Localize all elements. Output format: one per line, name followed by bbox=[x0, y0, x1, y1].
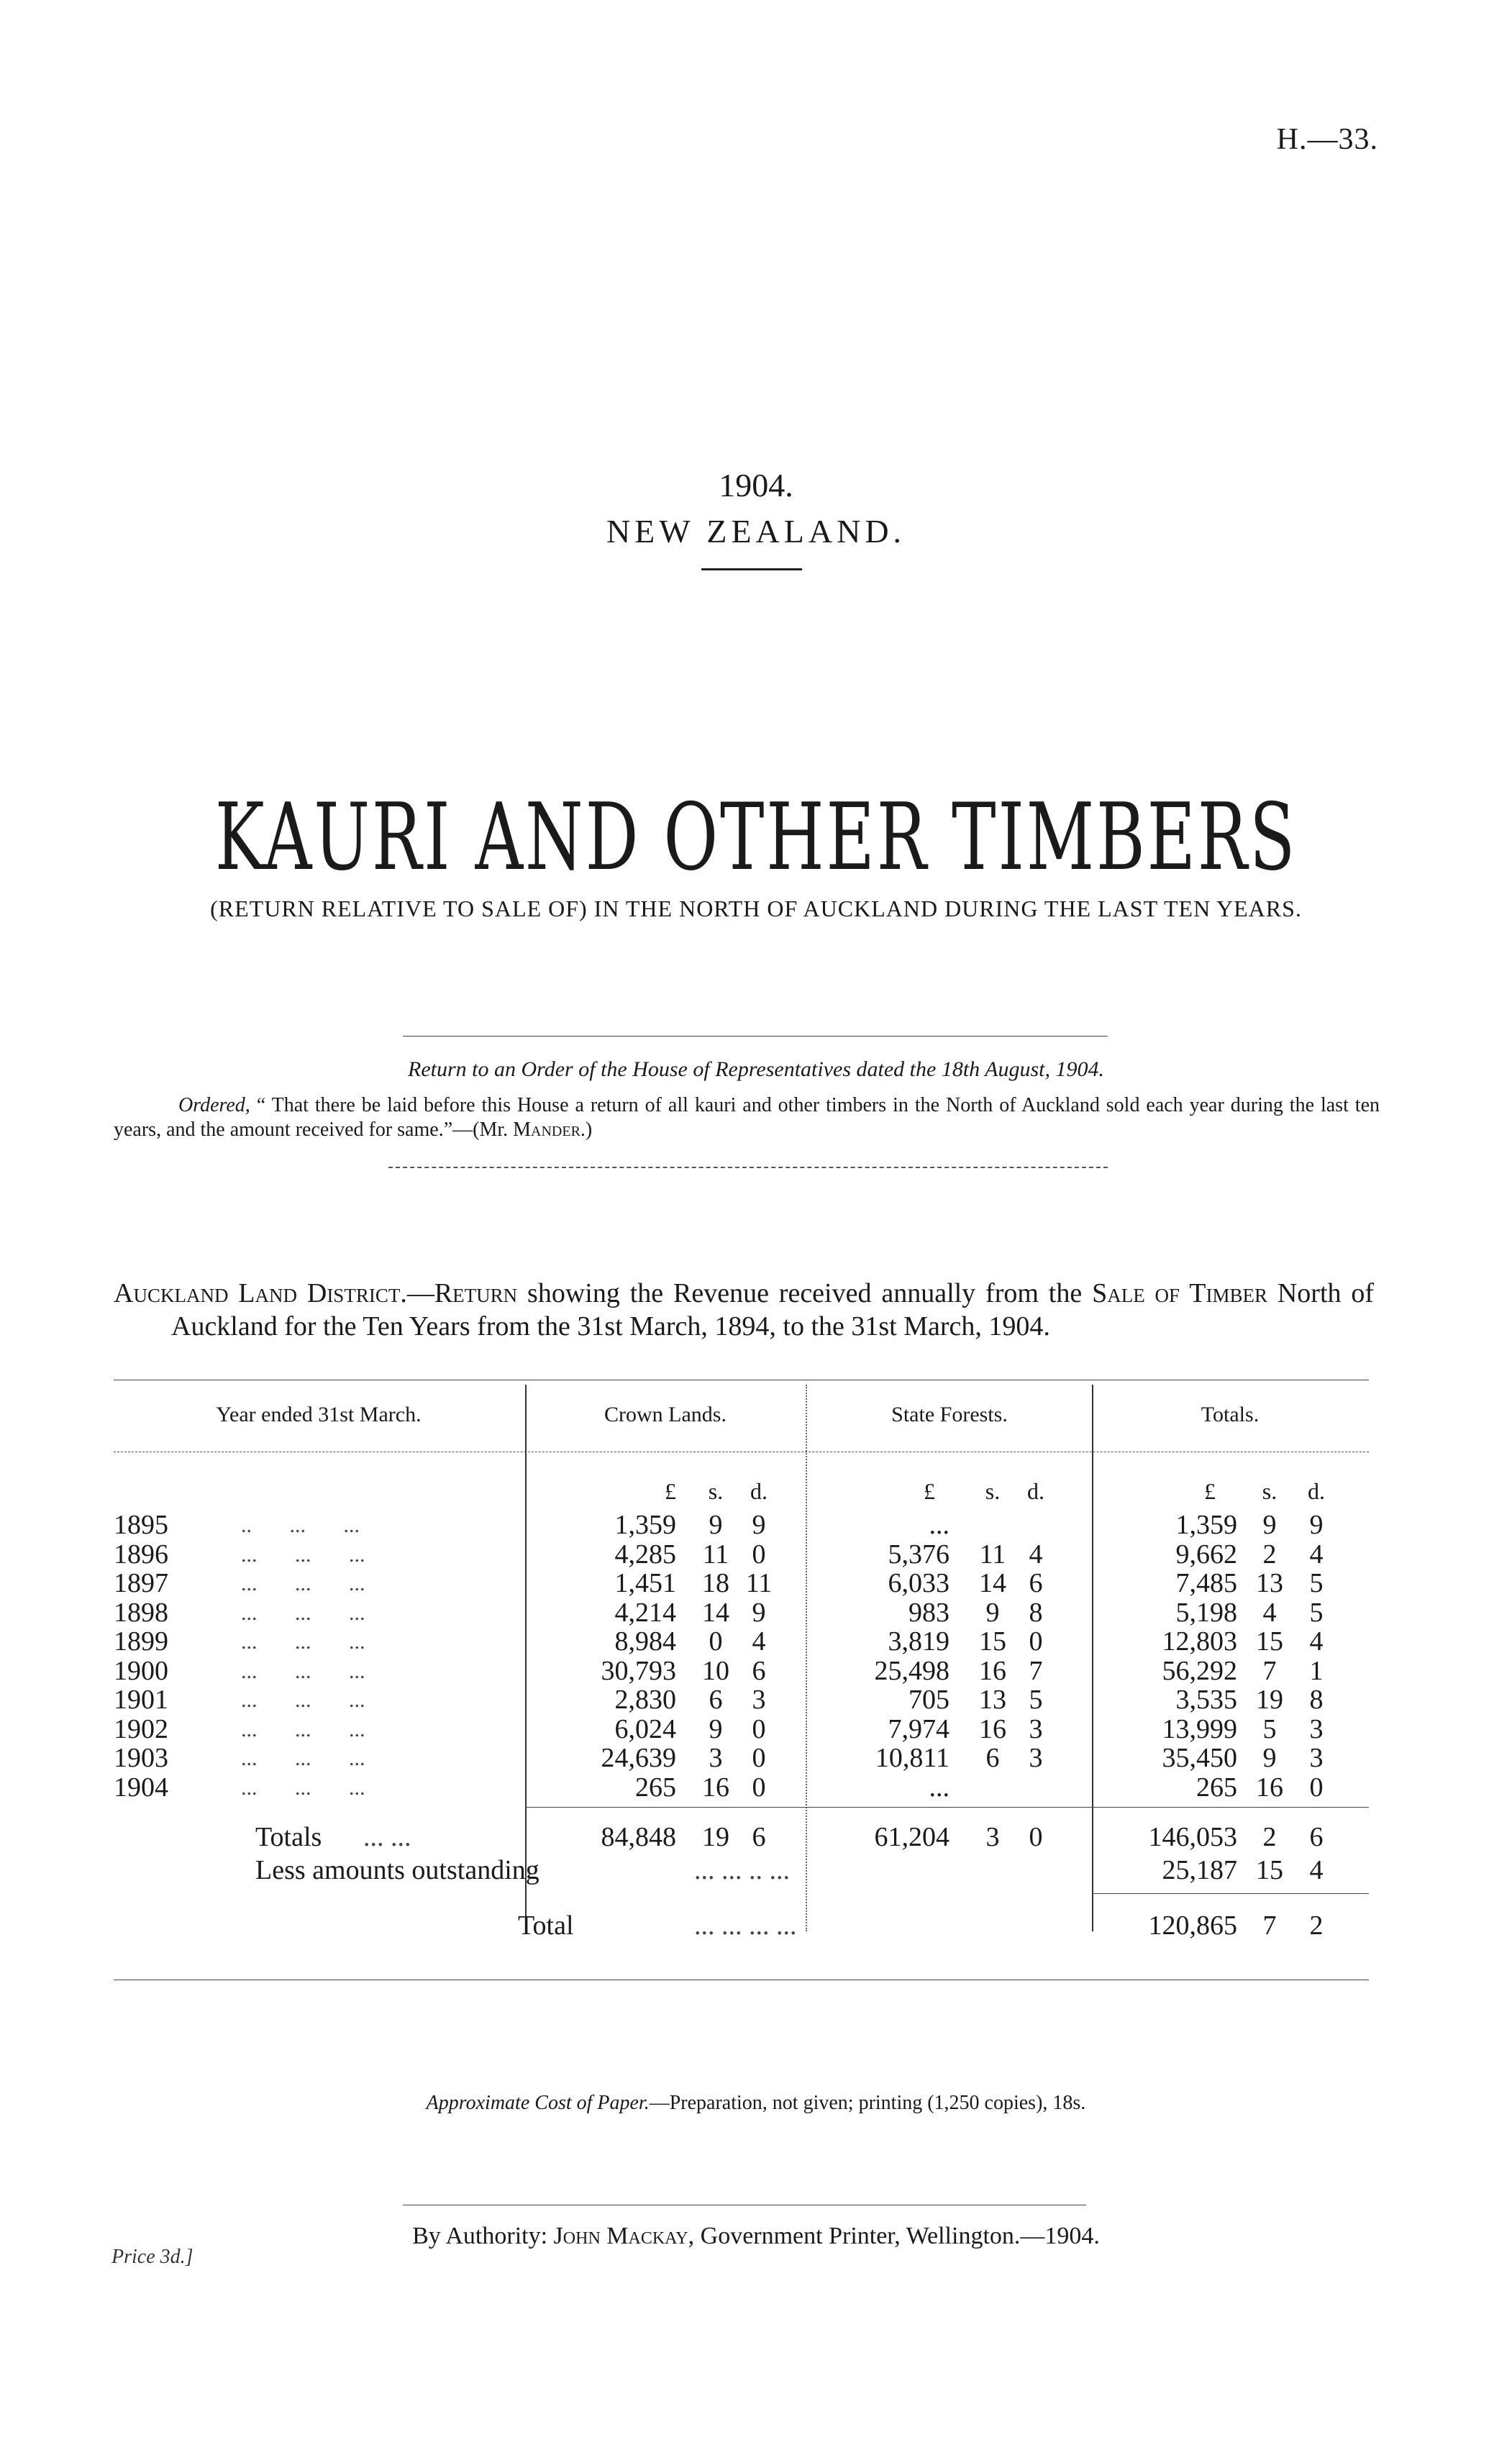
cell-state-pounds: ... bbox=[929, 1772, 949, 1803]
unit-shillings: s. bbox=[985, 1478, 1001, 1504]
cell-state-pence: 3 bbox=[1029, 1743, 1043, 1773]
totals-crown-shillings: 19 bbox=[702, 1822, 729, 1852]
cell-year: 1903 bbox=[114, 1743, 168, 1773]
cell-crown-pence: 6 bbox=[752, 1655, 766, 1686]
cell-total-shillings: 19 bbox=[1256, 1685, 1283, 1715]
paper-cost-text: —Preparation, not given; printing (1,250 copies), 18s. bbox=[649, 2092, 1086, 2114]
cell-crown-pounds: 2,830 bbox=[614, 1685, 676, 1715]
table-row bbox=[0, 1509, 1512, 1538]
table-row bbox=[0, 1655, 1512, 1684]
order-top-rule bbox=[403, 1036, 1108, 1037]
cell-total-pence: 3 bbox=[1309, 1743, 1324, 1773]
cell-crown-pounds: 1,451 bbox=[614, 1568, 676, 1598]
cell-total-pence: 0 bbox=[1309, 1772, 1324, 1803]
cell-state-shillings: 9 bbox=[985, 1597, 1000, 1628]
cell-leader: ... ... ... bbox=[241, 1717, 365, 1741]
cell-state-pence: 3 bbox=[1029, 1713, 1043, 1744]
cell-state-pounds: 705 bbox=[908, 1685, 949, 1715]
cell-year: 1899 bbox=[114, 1626, 168, 1657]
cell-crown-pounds: 4,285 bbox=[614, 1539, 676, 1570]
cell-crown-pounds: 30,793 bbox=[601, 1655, 676, 1686]
price-note: Price 3d.] bbox=[111, 2246, 193, 2268]
cell-crown-pence: 0 bbox=[752, 1772, 766, 1803]
cell-crown-shillings: 9 bbox=[709, 1510, 723, 1540]
cell-total-shillings: 7 bbox=[1262, 1655, 1277, 1686]
cell-total-pounds: 5,198 bbox=[1175, 1597, 1237, 1628]
cell-state-shillings: 16 bbox=[979, 1655, 1006, 1686]
cell-crown-shillings: 9 bbox=[709, 1713, 723, 1744]
cell-total-shillings: 13 bbox=[1256, 1568, 1283, 1598]
district-name: Auckland Land District. bbox=[114, 1278, 407, 1308]
unit-pence: d. bbox=[1027, 1478, 1044, 1504]
less-outstanding-row bbox=[0, 1854, 1512, 1883]
cell-state-pounds: ... bbox=[929, 1510, 949, 1540]
document-reference: H.—33. bbox=[1276, 123, 1378, 156]
cell-total-shillings: 2 bbox=[1262, 1539, 1277, 1570]
unit-pounds: £ bbox=[924, 1478, 935, 1504]
cell-total-pounds: 9,662 bbox=[1175, 1539, 1237, 1570]
cell-total-pounds: 3,535 bbox=[1175, 1685, 1237, 1715]
cell-total-pounds: 7,485 bbox=[1175, 1568, 1237, 1598]
return-order-line: Return to an Order of the House of Representatives dated the 18th August, 1904. bbox=[408, 1057, 1104, 1081]
ordered-paragraph bbox=[114, 1093, 1380, 1142]
cell-crown-pounds: 8,984 bbox=[614, 1626, 676, 1657]
cell-state-pounds: 6,033 bbox=[888, 1568, 949, 1598]
cell-total-pence: 4 bbox=[1309, 1626, 1324, 1657]
table-row bbox=[0, 1539, 1512, 1570]
cell-state-shillings: 6 bbox=[985, 1743, 1000, 1773]
cell-leader: ... ... ... bbox=[241, 1688, 365, 1712]
cell-crown-pence: 9 bbox=[752, 1597, 766, 1628]
less-label: Less amounts outstanding bbox=[255, 1855, 539, 1885]
cell-total-pounds: 12,803 bbox=[1162, 1626, 1237, 1657]
ordered-label: Ordered, bbox=[178, 1094, 250, 1116]
document-country: NEW ZEALAND. bbox=[606, 513, 906, 550]
cell-year: 1895 bbox=[114, 1510, 168, 1540]
totals-state-pence: 0 bbox=[1029, 1822, 1043, 1852]
ordered-text: “ That there be laid before this House a return of all kauri and other timbers in the North of Auckland sold each year during the last ten years, and the amount received for same.”—(Mr. bbox=[114, 1094, 1380, 1141]
cell-leader: ... ... ... bbox=[241, 1572, 365, 1595]
cell-year: 1898 bbox=[114, 1597, 168, 1628]
cell-state-shillings: 11 bbox=[979, 1539, 1006, 1570]
header-totals: Totals. bbox=[1201, 1403, 1260, 1426]
grand-total-label: Total bbox=[518, 1910, 574, 1941]
cell-crown-shillings: 11 bbox=[702, 1539, 729, 1570]
cell-crown-shillings: 0 bbox=[709, 1626, 723, 1657]
unit-pence: d. bbox=[750, 1478, 768, 1504]
table-row bbox=[0, 1684, 1512, 1713]
table-row bbox=[0, 1567, 1512, 1596]
cell-year: 1902 bbox=[114, 1713, 168, 1744]
cell-total-pounds: 265 bbox=[1196, 1772, 1237, 1803]
totals-top-rule bbox=[525, 1807, 1369, 1808]
grand-total-leader: ... ... ... ... bbox=[694, 1910, 797, 1941]
cell-crown-pounds: 265 bbox=[635, 1772, 676, 1803]
cell-crown-pence: 11 bbox=[745, 1568, 773, 1598]
cell-state-pence: 0 bbox=[1029, 1626, 1043, 1657]
printer-suffix: Government Printer, Wellington.—1904. bbox=[700, 2223, 1100, 2249]
cell-year: 1901 bbox=[114, 1685, 168, 1715]
cell-total-pence: 8 bbox=[1309, 1685, 1324, 1715]
cell-crown-pence: 3 bbox=[752, 1685, 766, 1715]
cell-state-shillings: 16 bbox=[979, 1713, 1006, 1744]
paper-cost-note bbox=[0, 2092, 1512, 2115]
cell-state-pounds: 5,376 bbox=[888, 1539, 949, 1570]
table-row bbox=[0, 1742, 1512, 1771]
grand-total-rule bbox=[1092, 1893, 1369, 1894]
cell-total-shillings: 4 bbox=[1262, 1597, 1277, 1628]
cell-crown-pounds: 1,359 bbox=[614, 1510, 676, 1540]
cell-crown-shillings: 14 bbox=[702, 1597, 729, 1628]
cell-total-shillings: 15 bbox=[1256, 1626, 1283, 1657]
grand-total-row bbox=[0, 1910, 1512, 1939]
totals-state-shillings: 3 bbox=[985, 1822, 1000, 1852]
cell-state-pounds: 25,498 bbox=[874, 1655, 949, 1686]
cell-leader: .. ... ... bbox=[241, 1513, 360, 1537]
less-pounds: 25,187 bbox=[1162, 1855, 1237, 1885]
cell-state-pounds: 3,819 bbox=[888, 1626, 949, 1657]
printer-prefix: By Authority: bbox=[412, 2223, 548, 2249]
cell-total-pence: 9 bbox=[1309, 1510, 1324, 1540]
totals-leader: ... ... bbox=[363, 1822, 411, 1852]
cell-leader: ... ... ... bbox=[241, 1746, 365, 1770]
cell-crown-pence: 0 bbox=[752, 1539, 766, 1570]
page-subtitle: (RETURN RELATIVE TO SALE OF) IN THE NORTH OF AUCKLAND DURING THE LAST TEN YEARS. bbox=[210, 896, 1302, 921]
cell-total-pounds: 35,450 bbox=[1162, 1743, 1237, 1773]
cell-total-shillings: 9 bbox=[1262, 1743, 1277, 1773]
cell-crown-shillings: 18 bbox=[702, 1568, 729, 1598]
cell-state-pounds: 10,811 bbox=[875, 1743, 949, 1773]
totals-row bbox=[0, 1821, 1512, 1850]
cell-state-pence: 6 bbox=[1029, 1568, 1043, 1598]
page-title: KAURI AND OTHER TIMBERS bbox=[214, 784, 1298, 891]
cell-crown-pounds: 4,214 bbox=[614, 1597, 676, 1628]
cell-state-pence: 8 bbox=[1029, 1597, 1043, 1628]
totals-all-shillings: 2 bbox=[1262, 1822, 1277, 1852]
table-row bbox=[0, 1713, 1512, 1742]
unit-shillings: s. bbox=[708, 1478, 724, 1504]
district-text-b: North of Auckland for the Ten Years from the 31st March, 1894, to the 31st March, 1904. bbox=[171, 1278, 1375, 1342]
totals-all-pence: 6 bbox=[1309, 1822, 1324, 1852]
header-year: Year ended 31st March. bbox=[216, 1403, 422, 1426]
cell-crown-pence: 0 bbox=[752, 1743, 766, 1773]
cell-year: 1904 bbox=[114, 1772, 168, 1803]
district-text-a: showing the Revenue received annually from the bbox=[527, 1278, 1083, 1308]
unit-pounds: £ bbox=[1204, 1478, 1216, 1504]
cell-crown-pounds: 24,639 bbox=[601, 1743, 676, 1773]
cell-leader: ... ... ... bbox=[241, 1542, 365, 1567]
unit-pence: d. bbox=[1308, 1478, 1325, 1504]
cell-crown-pence: 9 bbox=[752, 1510, 766, 1540]
cell-crown-shillings: 16 bbox=[702, 1772, 729, 1803]
cell-state-shillings: 15 bbox=[979, 1626, 1006, 1657]
printer-line bbox=[0, 2223, 1512, 2250]
cell-total-pence: 5 bbox=[1309, 1597, 1324, 1628]
cell-total-shillings: 9 bbox=[1262, 1510, 1277, 1540]
table-row bbox=[0, 1626, 1512, 1657]
cell-crown-shillings: 10 bbox=[702, 1655, 729, 1686]
cell-state-pence: 4 bbox=[1029, 1539, 1043, 1570]
totals-label: Totals bbox=[255, 1822, 322, 1852]
cell-state-shillings: 13 bbox=[979, 1685, 1006, 1715]
cell-year: 1896 bbox=[114, 1539, 168, 1570]
cell-leader: ... ... ... bbox=[241, 1600, 365, 1625]
header-crown-lands: Crown Lands. bbox=[604, 1403, 727, 1426]
cell-crown-shillings: 6 bbox=[709, 1685, 723, 1715]
header-rule bbox=[701, 568, 802, 570]
cell-total-pence: 5 bbox=[1309, 1568, 1324, 1598]
cell-state-shillings: 14 bbox=[979, 1568, 1006, 1598]
return-label: —Return bbox=[406, 1278, 518, 1308]
cell-total-pence: 3 bbox=[1309, 1713, 1324, 1744]
totals-state-pounds: 61,204 bbox=[874, 1822, 949, 1852]
grand-total-shillings: 7 bbox=[1262, 1910, 1277, 1941]
mover-name: Mander.) bbox=[513, 1119, 593, 1141]
sale-of-timber: Sale of Timber bbox=[1092, 1278, 1267, 1308]
printer-name: John Mackay, bbox=[553, 2223, 695, 2249]
less-leader: ... ... .. ... bbox=[694, 1855, 790, 1885]
cell-total-shillings: 16 bbox=[1256, 1772, 1283, 1803]
totals-crown-pounds: 84,848 bbox=[601, 1822, 676, 1852]
cell-state-pence: 5 bbox=[1029, 1685, 1043, 1715]
cell-leader: ... ... ... bbox=[241, 1630, 365, 1654]
totals-all-pounds: 146,053 bbox=[1148, 1822, 1237, 1852]
cell-crown-shillings: 3 bbox=[709, 1743, 723, 1773]
unit-pounds: £ bbox=[665, 1478, 676, 1504]
cell-crown-pence: 0 bbox=[752, 1713, 766, 1744]
document-year: 1904. bbox=[719, 467, 793, 504]
district-heading bbox=[114, 1277, 1374, 1343]
cell-leader: ... ... ... bbox=[241, 1659, 365, 1683]
cell-total-pounds: 1,359 bbox=[1175, 1510, 1237, 1540]
table-row bbox=[0, 1772, 1512, 1803]
cell-leader: ... ... ... bbox=[241, 1775, 365, 1800]
cell-crown-pounds: 6,024 bbox=[614, 1713, 676, 1744]
cell-year: 1900 bbox=[114, 1655, 168, 1686]
cell-total-pence: 4 bbox=[1309, 1539, 1324, 1570]
paper-cost-label: Approximate Cost of Paper. bbox=[426, 2092, 650, 2114]
order-bottom-rule bbox=[388, 1167, 1108, 1168]
cell-total-shillings: 5 bbox=[1262, 1713, 1277, 1744]
cell-state-pounds: 983 bbox=[908, 1597, 949, 1628]
table-row bbox=[0, 1597, 1512, 1626]
cell-total-pence: 1 bbox=[1309, 1655, 1324, 1686]
header-state-forests: State Forests. bbox=[891, 1403, 1008, 1426]
less-pence: 4 bbox=[1309, 1855, 1324, 1885]
totals-crown-pence: 6 bbox=[752, 1822, 766, 1852]
less-shillings: 15 bbox=[1256, 1855, 1283, 1885]
cell-state-pence: 7 bbox=[1029, 1655, 1043, 1686]
cell-state-pounds: 7,974 bbox=[888, 1713, 949, 1744]
grand-total-pence: 2 bbox=[1309, 1910, 1324, 1941]
cell-crown-pence: 4 bbox=[752, 1626, 766, 1657]
cell-total-pounds: 13,999 bbox=[1162, 1713, 1237, 1744]
cell-year: 1897 bbox=[114, 1568, 168, 1598]
cell-total-pounds: 56,292 bbox=[1162, 1655, 1237, 1686]
unit-shillings: s. bbox=[1262, 1478, 1278, 1504]
grand-total-pounds: 120,865 bbox=[1148, 1910, 1237, 1941]
